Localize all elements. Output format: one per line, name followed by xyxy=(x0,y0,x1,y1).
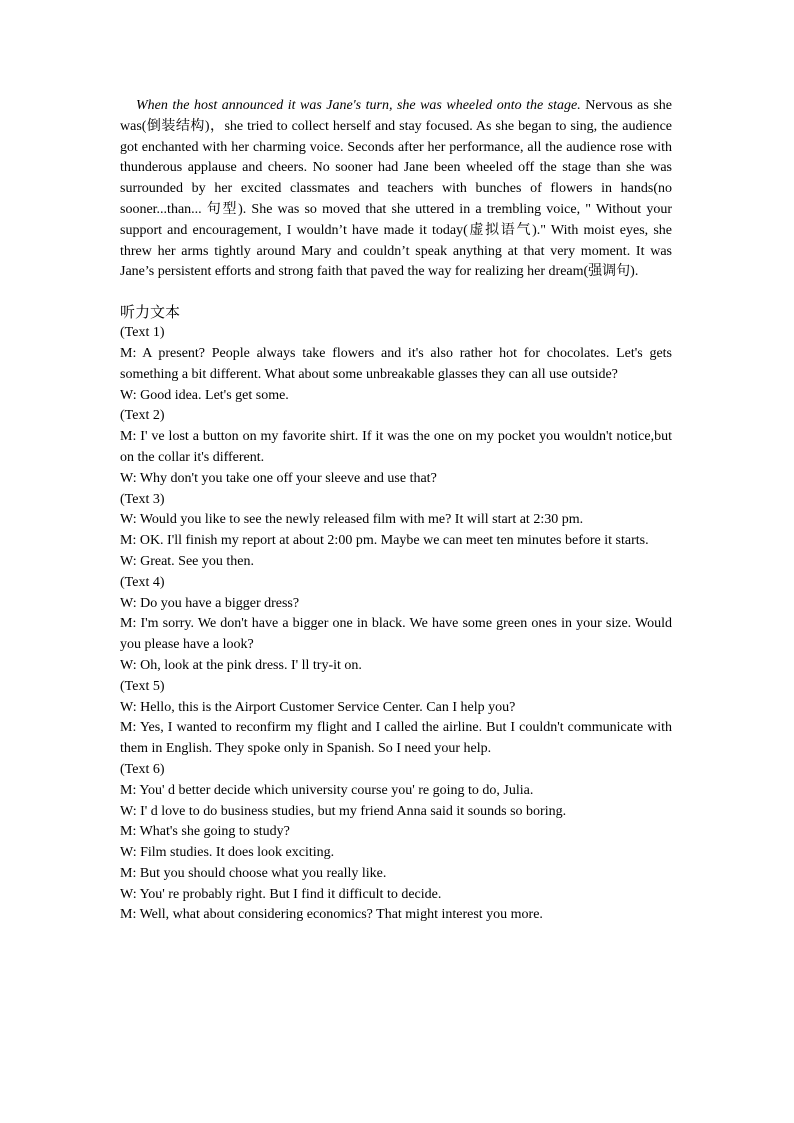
transcript-line: M: But you should choose what you really like. xyxy=(120,865,387,881)
transcript-line: M: What's she going to study? xyxy=(120,824,290,840)
transcript-line: M: I'm sorry. We don't have a bigger one in black. We have some green ones in your size. Would you please have a look? xyxy=(120,616,672,653)
transcript-line: (Text 4) xyxy=(120,574,165,590)
transcript-line: W: Would you like to see the newly released film with me? It will start at 2:30 pm. xyxy=(120,512,584,528)
transcript-line: W: Oh, look at the pink dress. I' ll try-it on. xyxy=(120,657,362,673)
transcript-line: M: You' d better decide which university course you' re going to do, Julia. xyxy=(120,782,534,798)
transcript-line: W: Do you have a bigger dress? xyxy=(120,595,300,611)
transcript-line: W: Hello, this is the Airport Customer Service Center. Can I help you? xyxy=(120,699,516,715)
transcript-line: (Text 1) xyxy=(120,325,165,341)
transcript-line: (Text 5) xyxy=(120,678,165,694)
listening-section-title: 听力文本 xyxy=(120,303,181,322)
transcript-line: M: I' ve lost a button on my favorite shirt. If it was the one on my pocket you wouldn't notice,but on the collar it's different. xyxy=(120,429,672,465)
transcript-line: W: I' d love to do business studies, but my friend Anna said it sounds so boring. xyxy=(120,803,567,819)
transcript-line: M: Yes, I wanted to reconfirm my flight and I called the airline. But I couldn't communicate with them in English. They spoke only in Spanish. So I need your help. xyxy=(120,720,672,757)
transcript-line: (Text 2) xyxy=(120,408,165,424)
transcript-line: (Text 6) xyxy=(120,761,165,777)
transcript-line: (Text 3) xyxy=(120,491,165,507)
story-lead-sentence: When the host announced it was Jane's turn, she was wheeled onto the stage. xyxy=(136,98,581,113)
story-paragraph xyxy=(120,96,672,283)
document-page xyxy=(120,96,672,926)
transcript-line: W: You' re probably right. But I find it difficult to decide. xyxy=(120,886,442,902)
transcript-line: M: Well, what about considering economics? That might interest you more. xyxy=(120,907,543,923)
transcript-line: W: Great. See you then. xyxy=(120,553,254,569)
transcript-line: M: OK. I'll finish my report at about 2:00 pm. Maybe we can meet ten minutes before it starts. xyxy=(120,533,649,549)
story-body: Nervous as she was(倒装结构)，she tried to collect herself and stay focused. As she began to sing, the audience got enchanted with her charming voice. Seconds after her performance, all the audience rose with thunderous applause and cheers. No sooner had Jane been wheeled off the stage than she was surrounded by her excited classmates and teachers with bunches of flowers in hands(no sooner...than... 句型). She was so moved that she uttered in a trembling voice, " Without your support and encouragement, I wouldn’t have made it today(虚拟语气)." With moist eyes, she threw her arms tightly around Mary and couldn’t speak anything at that very moment. It was Jane’s persistent efforts and strong faith that paved the way for realizing her dream(强调句). xyxy=(120,98,672,280)
transcript-line: M: A present? People always take flowers and it's also rather hot for chocolates. Let's gets something a bit different. What about some unbreakable glasses they can all use outside? xyxy=(120,345,672,382)
listening-transcript xyxy=(120,323,672,926)
transcript-line: W: Why don't you take one off your sleeve and use that? xyxy=(120,470,437,486)
transcript-line: W: Film studies. It does look exciting. xyxy=(120,845,335,861)
transcript-line: W: Good idea. Let's get some. xyxy=(120,387,289,403)
